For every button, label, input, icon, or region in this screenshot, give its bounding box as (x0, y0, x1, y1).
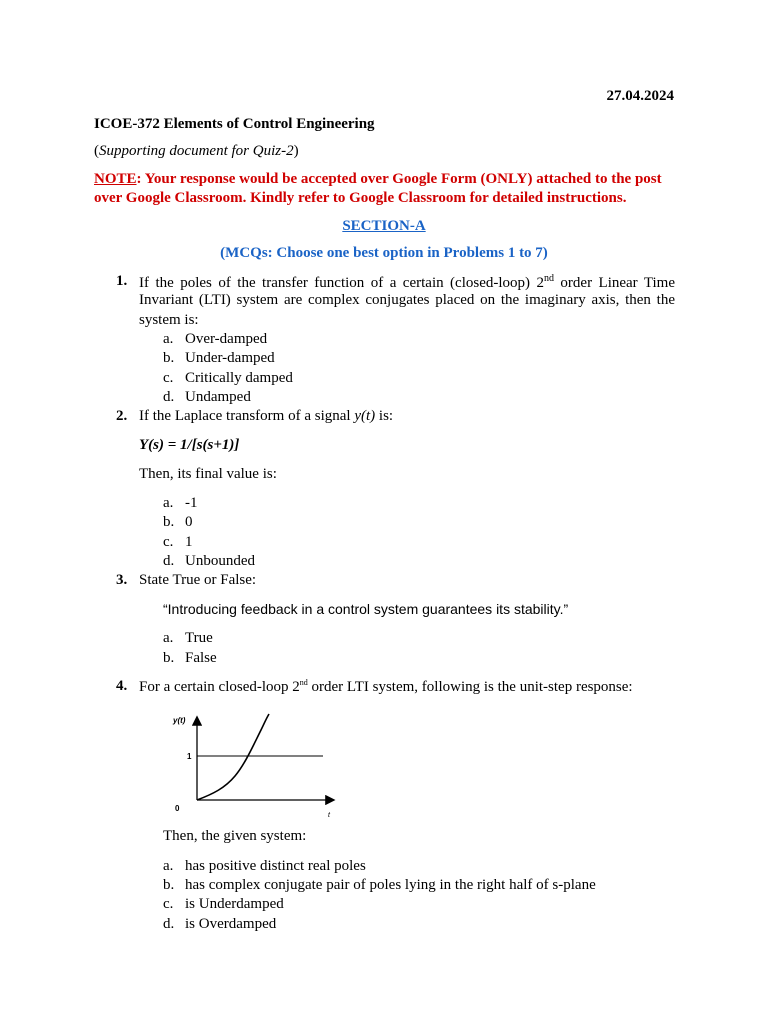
note-line-1: NOTE: Your response would be accepted over Google Form (ONLY) attached to the post (94, 171, 662, 187)
question-2-equation: Y(s) = 1/[s(s+1)] (139, 437, 240, 453)
response-curve (197, 714, 269, 800)
question-1-option-a: a. Over-damped (163, 331, 268, 347)
question-4-option-d: d. is Overdamped (163, 916, 277, 932)
question-4-then: Then, the given system: (163, 828, 307, 844)
question-2-number: 2. (116, 408, 128, 424)
question-3-quote: “Introducing feedback in a control system guarantees its stability.” (163, 601, 569, 617)
section-title: SECTION-A (342, 218, 426, 234)
question-1-line-1: If the poles of the transfer function of a certain (closed-loop) 2nd order Linear Time (139, 273, 675, 291)
question-2-line-1: If the Laplace transform of a signal y(t) is: (139, 408, 394, 424)
question-2-option-d: d. Unbounded (163, 553, 255, 569)
note-line-2: over Google Classroom. Kindly refer to Google Classroom for detailed instructions. (94, 190, 627, 206)
question-1-number: 1. (116, 273, 128, 289)
question-4-option-b: b. has complex conjugate pair of poles lying in the right half of s-plane (163, 877, 596, 893)
question-1-line-3: system is: (139, 312, 199, 328)
note-label: NOTE (94, 171, 137, 187)
question-3-option-a: a. True (163, 630, 213, 646)
course-title: ICOE-372 Elements of Control Engineering (94, 116, 375, 132)
question-4-option-c: c. is Underdamped (163, 896, 284, 912)
step-response-graph (165, 706, 350, 824)
tick-label-1: 1 (187, 752, 192, 761)
document-subtitle: (Supporting document for Quiz-2) (94, 143, 299, 159)
question-4-line-1: For a certain closed-loop 2nd order LTI system, following is the unit-step response: (139, 678, 633, 695)
question-1-option-d: d. Undamped (163, 389, 251, 405)
question-2-option-a: a. -1 (163, 495, 198, 511)
document-date: 27.04.2024 (606, 88, 674, 104)
question-1-line-2: Invariant (LTI) system are complex conjugates placed on the imaginary axis, then the (139, 292, 675, 308)
question-4-option-a: a. has positive distinct real poles (163, 858, 366, 874)
question-3-line-1: State True or False: (139, 572, 257, 588)
origin-label: 0 (175, 804, 180, 813)
question-2-then: Then, its final value is: (139, 466, 277, 482)
question-1-option-c: c. Critically damped (163, 370, 293, 386)
question-2-option-c: c. 1 (163, 534, 193, 550)
question-1-option-b: b. Under-damped (163, 350, 275, 366)
question-3-number: 3. (116, 572, 128, 588)
x-axis-label: t (328, 812, 330, 819)
question-3-option-b: b. False (163, 650, 217, 666)
section-instruction: (MCQs: Choose one best option in Problems 1 to 7) (220, 245, 548, 261)
question-4-number: 4. (116, 678, 128, 694)
question-2-option-b: b. 0 (163, 514, 193, 530)
y-axis-label: y(t) (173, 716, 186, 725)
